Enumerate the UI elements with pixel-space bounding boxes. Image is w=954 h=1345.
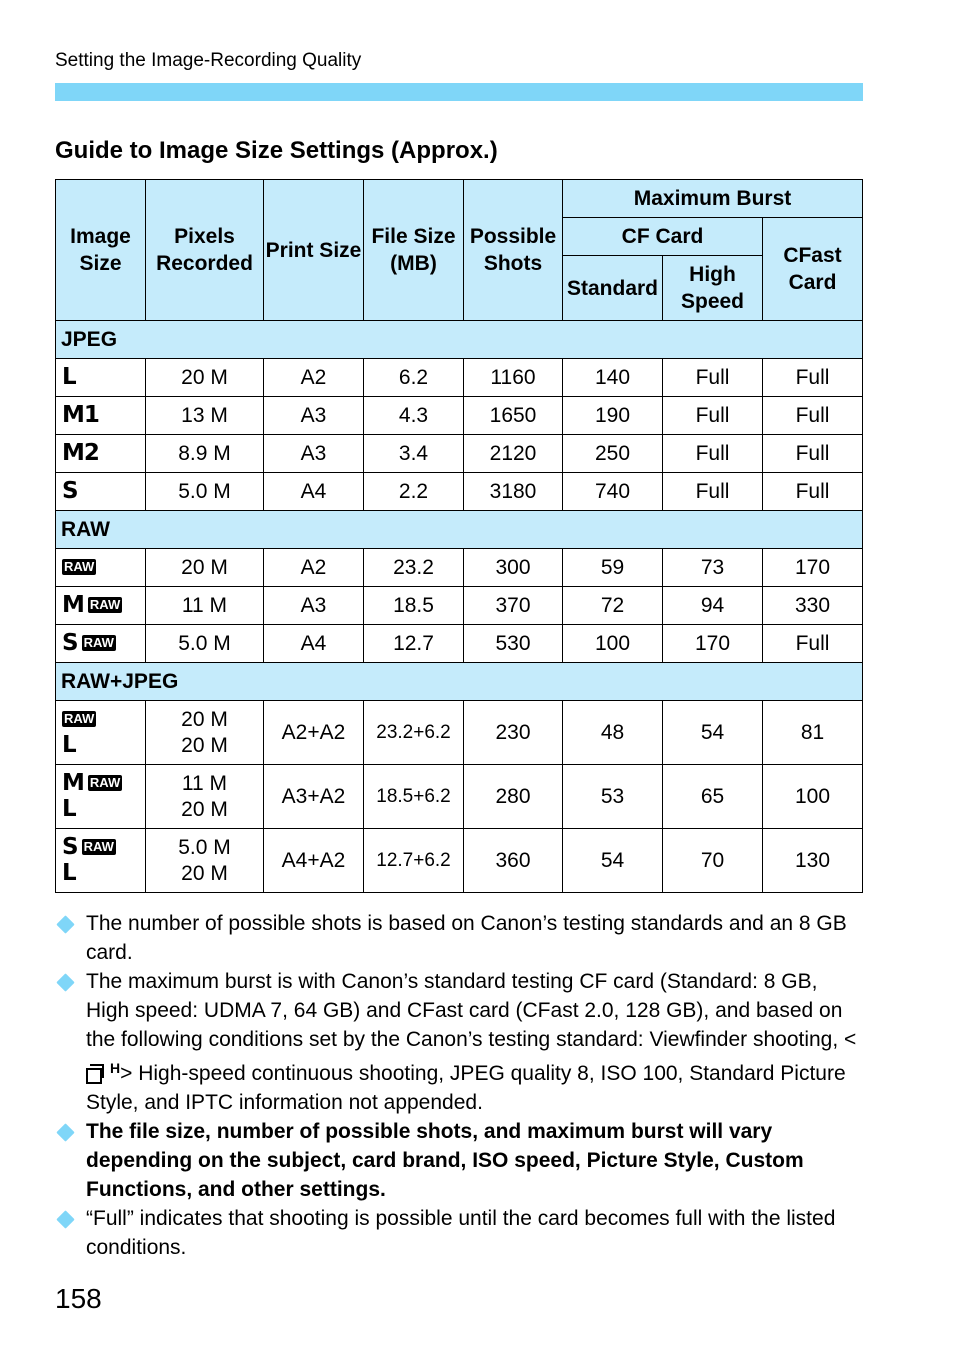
- burst-high-speed-cell: 170: [663, 625, 763, 663]
- table-row: [56, 625, 863, 663]
- burst-standard-cell: 59: [563, 549, 663, 587]
- file-size-cell: 18.5: [364, 587, 464, 625]
- col-header-pixels-recorded: Pixels Recorded: [146, 180, 264, 321]
- col-header-print-size: Print Size: [264, 180, 364, 321]
- burst-high-speed-cell: 54: [663, 701, 763, 765]
- pixels-cell: 11 M: [146, 587, 264, 625]
- possible-shots-cell: 1650: [464, 397, 563, 435]
- print-size-cell: A4: [264, 625, 364, 663]
- burst-cfast-cell: 81: [763, 701, 863, 765]
- group-row-jpeg: [56, 321, 863, 359]
- possible-shots-cell: 370: [464, 587, 563, 625]
- print-size-cell: A2: [264, 359, 364, 397]
- possible-shots-cell: 530: [464, 625, 563, 663]
- burst-standard-cell: 250: [563, 435, 663, 473]
- burst-standard-cell: 48: [563, 701, 663, 765]
- burst-high-speed-cell: Full: [663, 473, 763, 511]
- pixels-cell: 5.0 M: [146, 473, 264, 511]
- group-row-raw: [56, 511, 863, 549]
- possible-shots-cell: 360: [464, 829, 563, 893]
- col-header-standard: Standard: [563, 256, 663, 321]
- pixels-cell: 5.0 M: [146, 625, 264, 663]
- burst-standard-cell: 72: [563, 587, 663, 625]
- print-size-cell: A4: [264, 473, 364, 511]
- burst-high-speed-cell: Full: [663, 397, 763, 435]
- group-label: RAW+JPEG: [56, 663, 863, 701]
- note-text: The number of possible shots is based on Canon’s testing standards and an 8 GB card.: [86, 912, 847, 964]
- group-row-raw-jpeg: [56, 663, 863, 701]
- group-label: RAW: [56, 511, 863, 549]
- file-size-cell: 2.2: [364, 473, 464, 511]
- burst-cfast-cell: 130: [763, 829, 863, 893]
- list-item: [55, 1204, 863, 1262]
- file-size-cell: 23.2+6.2: [364, 701, 464, 765]
- pixels-jpeg: 20 M: [181, 861, 228, 885]
- burst-high-speed-cell: Full: [663, 359, 763, 397]
- burst-standard-cell: 140: [563, 359, 663, 397]
- high-speed-label: H: [110, 1060, 121, 1076]
- file-size-cell: 4.3: [364, 397, 464, 435]
- col-header-maximum-burst: Maximum Burst: [563, 180, 863, 218]
- burst-cfast-cell: Full: [763, 359, 863, 397]
- table-row: [56, 765, 863, 829]
- raw-icon: RAW: [89, 597, 121, 612]
- possible-shots-cell: 1160: [464, 359, 563, 397]
- table-row: [56, 435, 863, 473]
- raw-icon: RAW: [83, 838, 114, 854]
- group-label: JPEG: [56, 321, 863, 359]
- burst-high-speed-cell: 94: [663, 587, 763, 625]
- burst-standard-cell: 190: [563, 397, 663, 435]
- image-size-symbol: S: [62, 833, 78, 860]
- section-title: Guide to Image Size Settings (Approx.): [55, 137, 498, 164]
- burst-standard-cell: 54: [563, 829, 663, 893]
- note-text: > High-speed continuous shooting, JPEG quality 8, ISO 100, Standard Picture Style, and IPTC information not appended.: [86, 1062, 846, 1114]
- print-size-cell: A4+A2: [264, 829, 364, 893]
- list-item: [55, 909, 863, 967]
- note-text: “Full” indicates that shooting is possible until the card becomes full with the listed conditions.: [86, 1207, 836, 1259]
- pixels-jpeg: 20 M: [181, 733, 228, 757]
- burst-standard-cell: 100: [563, 625, 663, 663]
- pixels-cell: 20 M: [146, 359, 264, 397]
- table-row: [56, 587, 863, 625]
- pixels-jpeg: 20 M: [181, 797, 228, 821]
- print-size-cell: A3: [264, 587, 364, 625]
- pixels-cell: 20 M: [146, 549, 264, 587]
- table-row: [56, 829, 863, 893]
- burst-standard-cell: 740: [563, 473, 663, 511]
- burst-high-speed-cell: Full: [663, 435, 763, 473]
- image-size-symbol: S: [62, 630, 78, 656]
- image-size-symbol: M: [62, 592, 84, 618]
- page-number: 158: [55, 1283, 102, 1314]
- print-size-cell: A2+A2: [264, 701, 364, 765]
- diamond-bullet-icon: [56, 1123, 74, 1141]
- print-size-cell: A3: [264, 397, 364, 435]
- diamond-bullet-icon: [56, 973, 74, 991]
- image-size-symbol: M1: [62, 402, 99, 428]
- pixels-raw: 5.0 M: [178, 835, 231, 859]
- burst-cfast-cell: 330: [763, 587, 863, 625]
- burst-cfast-cell: 100: [763, 765, 863, 829]
- burst-high-speed-cell: 65: [663, 765, 763, 829]
- burst-high-speed-cell: 73: [663, 549, 763, 587]
- col-header-image-size: Image Size: [56, 180, 146, 321]
- burst-cfast-cell: Full: [763, 435, 863, 473]
- table-row: [56, 397, 863, 435]
- image-size-symbol: L: [62, 859, 76, 886]
- list-item: [55, 967, 863, 1117]
- possible-shots-cell: 2120: [464, 435, 563, 473]
- pixels-raw: 11 M: [181, 771, 228, 795]
- list-item: [55, 1117, 863, 1204]
- burst-cfast-cell: Full: [763, 397, 863, 435]
- file-size-cell: 6.2: [364, 359, 464, 397]
- possible-shots-cell: 3180: [464, 473, 563, 511]
- pixels-raw: 20 M: [181, 707, 228, 731]
- pixels-cell: 13 M: [146, 397, 264, 435]
- file-size-cell: 3.4: [364, 435, 464, 473]
- print-size-cell: A2: [264, 549, 364, 587]
- raw-icon: RAW: [64, 710, 95, 726]
- note-text: The file size, number of possible shots, and maximum burst will vary depending on the subject, card brand, ISO speed, Picture Style, Custom Functions, and other settings.: [86, 1120, 804, 1201]
- running-header: Setting the Image-Recording Quality: [55, 50, 362, 71]
- raw-icon: RAW: [89, 774, 121, 790]
- burst-standard-cell: 53: [563, 765, 663, 829]
- col-header-cf-card: CF Card: [563, 218, 763, 256]
- diamond-bullet-icon: [56, 915, 74, 933]
- image-size-symbol: M2: [62, 440, 99, 466]
- raw-icon: RAW: [83, 635, 114, 650]
- burst-high-speed-cell: 70: [663, 829, 763, 893]
- image-size-symbol: S: [62, 478, 78, 504]
- table-row: [56, 473, 863, 511]
- burst-cfast-cell: Full: [763, 473, 863, 511]
- table-row: [56, 549, 863, 587]
- print-size-cell: A3+A2: [264, 765, 364, 829]
- burst-cfast-cell: Full: [763, 625, 863, 663]
- col-header-cfast-card: CFast Card: [763, 218, 863, 321]
- print-size-cell: A3: [264, 435, 364, 473]
- file-size-cell: 23.2: [364, 549, 464, 587]
- col-header-high-speed: High Speed: [663, 256, 763, 321]
- burst-cfast-cell: 170: [763, 549, 863, 587]
- file-size-cell: 12.7: [364, 625, 464, 663]
- possible-shots-cell: 280: [464, 765, 563, 829]
- diamond-bullet-icon: [56, 1210, 74, 1228]
- image-size-symbol: L: [62, 795, 76, 822]
- pixels-cell: 8.9 M: [146, 435, 264, 473]
- possible-shots-cell: 300: [464, 549, 563, 587]
- file-size-cell: 18.5+6.2: [364, 765, 464, 829]
- image-size-symbol: M: [62, 769, 84, 796]
- image-size-symbol: L: [62, 731, 76, 758]
- file-size-cell: 12.7+6.2: [364, 829, 464, 893]
- image-size-table: [55, 179, 863, 893]
- high-speed-continuous-icon: [86, 1063, 110, 1083]
- note-text: The maximum burst is with Canon’s standard testing CF card (Standard: 8 GB, High speed: UDMA 7, 64 GB) and CFast card (CFast 2.0, 128 GB), and based on the following conditions set by the Canon’s testing standard: Viewfinder shooting, <: [86, 970, 857, 1051]
- possible-shots-cell: 230: [464, 701, 563, 765]
- table-row: [56, 359, 863, 397]
- notes-list: [55, 909, 863, 1262]
- header-accent-bar: [55, 83, 863, 101]
- col-header-possible-shots: Possible Shots: [464, 180, 563, 321]
- image-size-symbol: L: [62, 364, 76, 390]
- raw-icon: RAW: [64, 558, 95, 574]
- col-header-file-size: File Size (MB): [364, 180, 464, 321]
- table-row: [56, 701, 863, 765]
